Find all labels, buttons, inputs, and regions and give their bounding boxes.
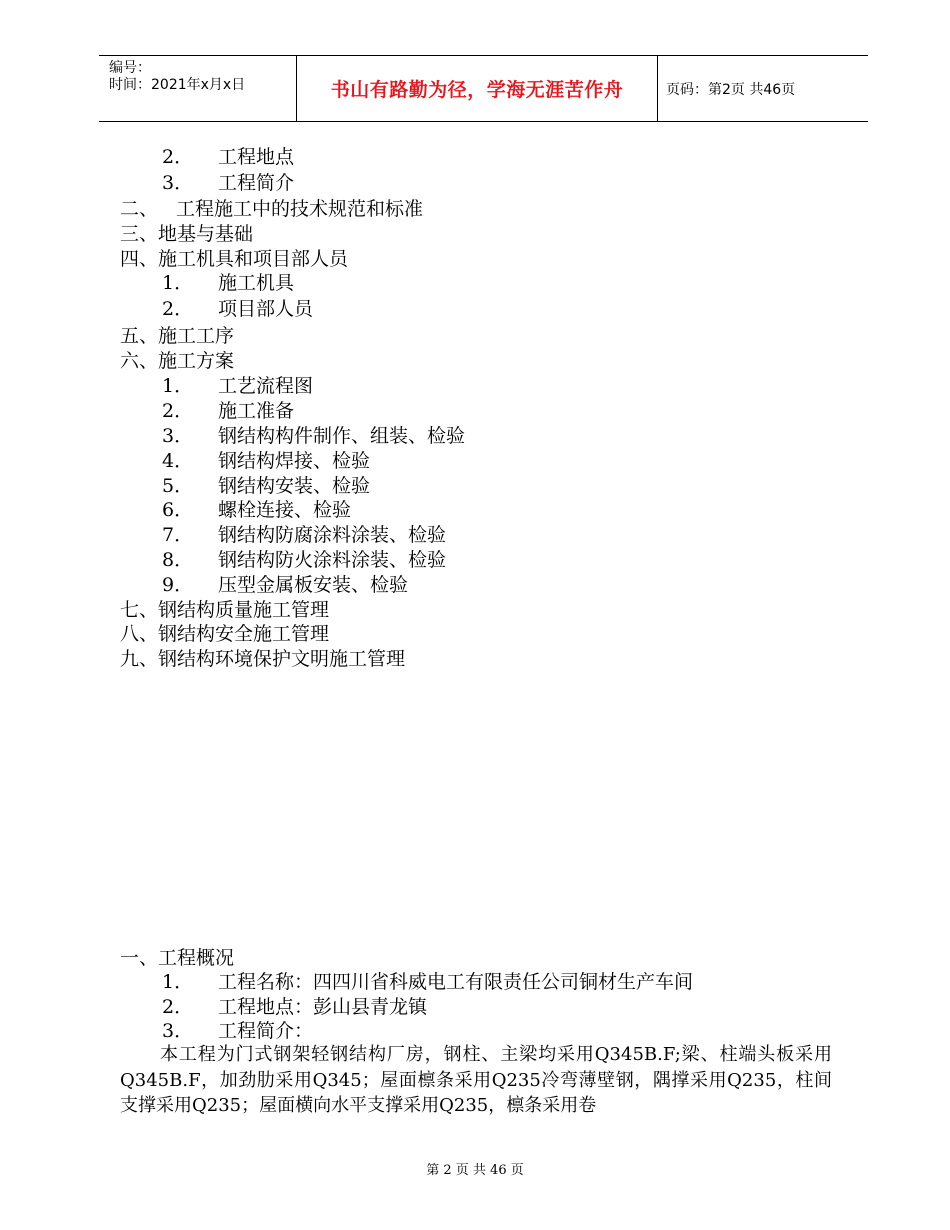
toc-item: 二、 工程施工中的技术规范和标准 — [120, 198, 424, 220]
overview-item: 1． 工程名称：四四川省科威电工有限责任公司铜材生产车间 — [162, 971, 694, 993]
toc-item: 三、地基与基础 — [120, 223, 254, 245]
page-header — [99, 55, 868, 122]
header-info-cell — [99, 56, 296, 121]
page-footer: 第 2 页 共 46 页 — [426, 1163, 524, 1178]
document-number-label: 编号： — [109, 60, 151, 76]
section-heading: 一、工程概况 — [120, 947, 235, 969]
toc-item: 2． 施工准备 — [162, 400, 295, 422]
toc-item: 3． 工程简介 — [162, 172, 295, 194]
overview-item: 3． 工程简介： — [162, 1020, 314, 1042]
toc-item: 4． 钢结构焊接、检验 — [162, 450, 371, 472]
toc-item: 六、施工方案 — [120, 350, 235, 372]
description-paragraph: 本工程为门式钢架轻钢结构厂房，钢柱、主梁均采用Q345B.F;梁、柱端头板采用Q345B.F，加劲肋采用Q345；屋面檩条采用Q235冷弯薄壁钢，隅撑采用Q235，柱间支撑采用Q235；屋面横向水平支撑采用Q235，檩条采用卷 — [120, 1044, 832, 1116]
toc-item: 9． 压型金属板安装、检验 — [162, 574, 409, 596]
toc-item: 6． 螺栓连接、检验 — [162, 499, 352, 521]
toc-item: 八、钢结构安全施工管理 — [120, 623, 330, 645]
header-motto: 书山有路勤为径，学海无涯苦作舟 — [330, 79, 624, 101]
toc-item: 7． 钢结构防腐涂料涂装、检验 — [162, 524, 447, 546]
toc-item: 3． 钢结构构件制作、组装、检验 — [162, 425, 466, 447]
toc-item: 七、钢结构质量施工管理 — [120, 599, 330, 621]
toc-item: 1． 施工机具 — [162, 272, 295, 294]
header-motto-cell — [296, 56, 658, 121]
toc-item: 1． 工艺流程图 — [162, 375, 314, 397]
toc-item: 四、施工机具和项目部人员 — [120, 248, 349, 270]
toc-item: 2． 工程地点 — [162, 146, 295, 168]
header-page-cell — [658, 56, 868, 121]
project-description — [120, 1042, 832, 1119]
overview-item: 2． 工程地点：彭山县青龙镇 — [162, 996, 428, 1018]
header-page-number: 页码：第2页 共46页 — [666, 81, 796, 98]
toc-item: 九、钢结构环境保护文明施工管理 — [120, 648, 406, 670]
toc-item: 2． 项目部人员 — [162, 298, 314, 320]
toc-item: 5． 钢结构安装、检验 — [162, 475, 371, 497]
toc-item: 五、施工工序 — [120, 325, 235, 347]
toc-item: 8． 钢结构防火涂料涂装、检验 — [162, 549, 447, 571]
document-date-label: 时间：2021年x月x日 — [109, 77, 246, 93]
